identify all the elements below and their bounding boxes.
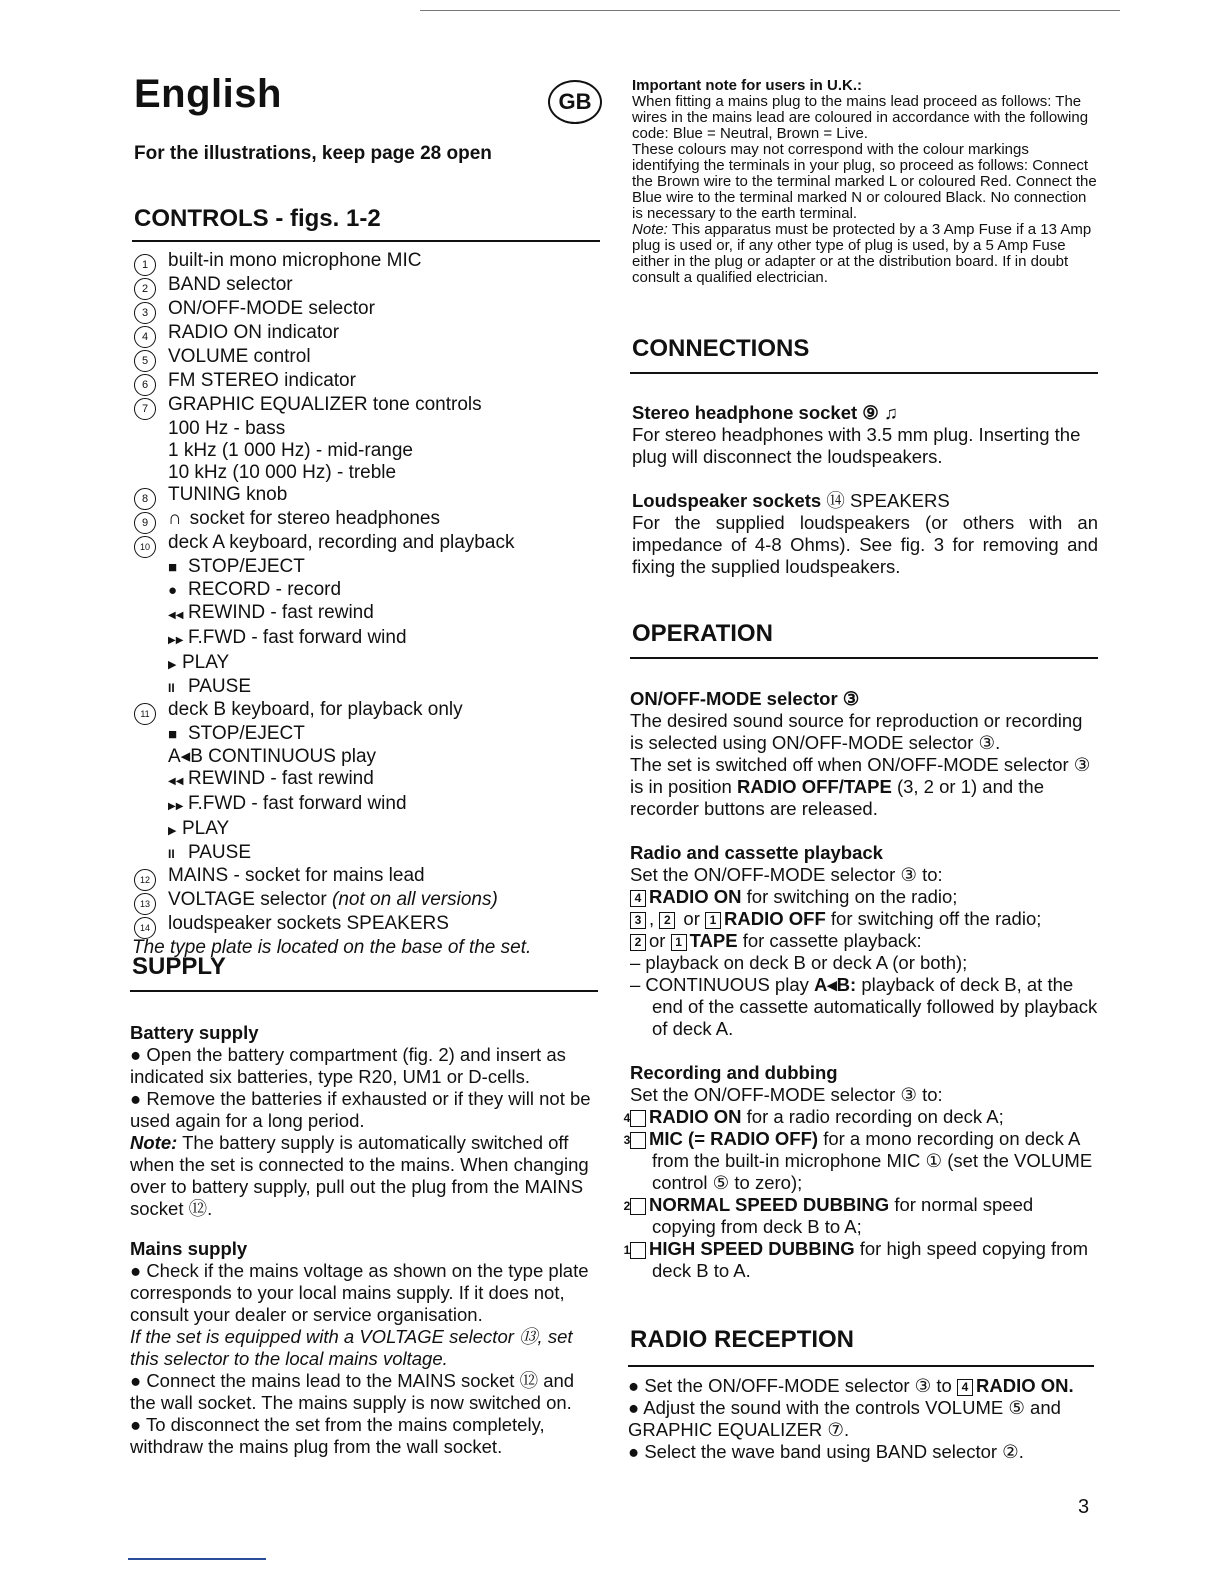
mode-label: RADIO OFF bbox=[724, 908, 826, 929]
text-part: playback of deck B, at the end of the cassette automatically followed by playback of deck A. bbox=[652, 974, 1098, 1039]
page-number: 3 bbox=[1078, 1496, 1090, 1518]
deck-a-key bbox=[134, 652, 604, 676]
position-box: 2 bbox=[659, 912, 675, 929]
illustrations-note: For the illustrations, keep page 28 open bbox=[134, 143, 492, 164]
key-label: REWIND - fast rewind bbox=[188, 768, 374, 789]
recording-heading: Recording and dubbing bbox=[630, 1062, 838, 1083]
deck-b-key bbox=[134, 746, 604, 768]
position-box: 1 bbox=[630, 1242, 646, 1259]
position-box: 2 bbox=[630, 934, 646, 951]
control-item bbox=[134, 865, 604, 889]
speaker-text: For the supplied loudspeakers (or others with an impedance of 4-8 Ohms). See fig. 3 for removing and fixing the supplied loudspeakers. bbox=[632, 512, 1098, 577]
deck-a-key bbox=[134, 579, 604, 602]
text-part-bold: RADIO ON. bbox=[975, 1375, 1074, 1396]
control-label: deck B keyboard, for playback only bbox=[168, 699, 463, 720]
control-label: TUNING knob bbox=[168, 484, 288, 505]
speaker-heading-suffix: ⑭ SPEAKERS bbox=[826, 490, 950, 511]
rewind-icon: ◀◀ bbox=[168, 776, 184, 787]
control-item bbox=[134, 370, 604, 394]
uk-note bbox=[632, 78, 1098, 286]
controls-list bbox=[134, 250, 604, 959]
speaker-heading-line bbox=[632, 490, 1098, 512]
type-plate-note: The type plate is located on the base of the set. bbox=[132, 937, 532, 958]
radio-reception-heading: RADIO RECEPTION bbox=[630, 1326, 855, 1353]
battery-text-2: ● Remove the batteries if exhausted or if they will not be used again for a long period. bbox=[130, 1088, 591, 1131]
radio-reception-rule bbox=[628, 1365, 1094, 1367]
tape-line: 2 or 1 TAPE for cassette playback: bbox=[630, 930, 1098, 952]
key-label: STOP/EJECT bbox=[188, 556, 305, 577]
rec-option bbox=[623, 1194, 1098, 1238]
mode-label: RADIO ON bbox=[649, 1106, 742, 1127]
mains-text-2: ● Connect the mains lead to the MAINS socket ⑫ and the wall socket. The mains supply is now switched on. bbox=[130, 1370, 575, 1413]
radio-off-line: 3 , 2 or 1 RADIO OFF for switching off the radio; bbox=[630, 908, 1098, 930]
control-label: ON/OFF-MODE selector bbox=[168, 298, 375, 319]
fast-forward-icon: ▶▶ bbox=[168, 635, 184, 646]
control-number: 4 bbox=[134, 326, 156, 348]
control-label: MAINS - socket for mains lead bbox=[168, 865, 425, 886]
key-label: REWIND - fast rewind bbox=[188, 602, 374, 623]
battery-note bbox=[130, 1132, 594, 1220]
deck-b-key bbox=[134, 723, 604, 746]
note-label: Note: bbox=[632, 221, 668, 238]
text-part-bold: RADIO OFF/TAPE bbox=[736, 776, 892, 797]
deck-a-key bbox=[134, 556, 604, 579]
control-number: 2 bbox=[134, 278, 156, 300]
control-label: FM STEREO indicator bbox=[168, 370, 356, 391]
rec-option bbox=[623, 1106, 1098, 1128]
mode-desc: for switching off the radio; bbox=[830, 908, 1042, 929]
control-item bbox=[134, 889, 604, 913]
control-item bbox=[134, 699, 604, 723]
key-label: STOP/EJECT bbox=[188, 723, 305, 744]
operation-rule bbox=[630, 657, 1098, 659]
play-icon: ▶ bbox=[168, 825, 177, 837]
mains-heading: Mains supply bbox=[130, 1238, 248, 1259]
mode-heading: ON/OFF-MODE selector ③ bbox=[630, 688, 860, 709]
text-part: ● Set the ON/OFF-MODE selector ③ to bbox=[628, 1375, 952, 1396]
control-item bbox=[134, 913, 604, 937]
radio-heading: Radio and cassette playback bbox=[630, 842, 883, 863]
fast-forward-icon: ▶▶ bbox=[168, 801, 184, 812]
key-label: PLAY bbox=[182, 652, 230, 673]
scan-artifact-top bbox=[420, 10, 1120, 11]
mode-desc: for normal speed copying from deck B to A; bbox=[652, 1194, 1034, 1237]
control-label: BAND selector bbox=[168, 274, 293, 295]
eq-band: 1 kHz (1 000 Hz) - mid-range bbox=[168, 440, 413, 461]
mains-text-3: ● To disconnect the set from the mains completely, withdraw the mains plug from the wall socket. bbox=[130, 1414, 545, 1457]
position-box: 3 bbox=[630, 912, 646, 929]
pause-icon: II bbox=[168, 681, 175, 695]
mode-desc: for a mono recording on deck A from the built-in microphone MIC ① (set the VOLUME control ⑤ to zero); bbox=[652, 1128, 1093, 1193]
position-box: 2 bbox=[630, 1198, 646, 1215]
dash-item: – playback on deck B or deck A (or both); bbox=[630, 952, 968, 973]
battery-heading: Battery supply bbox=[130, 1022, 259, 1043]
control-item bbox=[134, 394, 604, 418]
stop-icon: ■ bbox=[168, 559, 178, 576]
control-number: 6 bbox=[134, 374, 156, 396]
footer-rule bbox=[128, 1558, 266, 1560]
key-label: RECORD - record bbox=[188, 579, 342, 600]
connections-heading: CONNECTIONS bbox=[632, 335, 810, 362]
connections-body bbox=[632, 402, 1098, 578]
position-box: 4 bbox=[630, 890, 646, 907]
text-part: (3, 2 or 1) and the recorder buttons are released. bbox=[630, 776, 1045, 819]
control-number: 8 bbox=[134, 488, 156, 510]
control-number: 7 bbox=[134, 398, 156, 420]
mains-italic-note: If the set is equipped with a VOLTAGE selector ⑬, set this selector to the local mains voltage. bbox=[130, 1326, 573, 1369]
mode-label: TAPE bbox=[689, 930, 738, 951]
key-label: PAUSE bbox=[188, 842, 252, 863]
control-label: loudspeaker sockets SPEAKERS bbox=[168, 913, 449, 934]
key-label: F.FWD - fast forward wind bbox=[188, 793, 407, 814]
mode-label: MIC (= RADIO OFF) bbox=[649, 1128, 819, 1149]
control-label: socket for stereo headphones bbox=[189, 508, 440, 529]
key-label: A◂B CONTINUOUS play bbox=[168, 746, 377, 767]
control-number: 14 bbox=[134, 917, 156, 939]
mode-label: NORMAL SPEED DUBBING bbox=[649, 1194, 890, 1215]
control-number: 3 bbox=[134, 302, 156, 324]
deck-b-key bbox=[134, 842, 604, 865]
controls-heading: CONTROLS - figs. 1-2 bbox=[134, 205, 381, 232]
play-icon: ▶ bbox=[168, 659, 177, 671]
stop-icon: ■ bbox=[168, 726, 178, 743]
reception-bullet: ● Adjust the sound with the controls VOLUME ⑤ and GRAPHIC EQUALIZER ⑦. bbox=[628, 1397, 1061, 1440]
mode-desc: for a radio recording on deck A; bbox=[746, 1106, 1004, 1127]
headphones-icon: ∩ bbox=[168, 508, 182, 529]
position-box: 4 bbox=[630, 1110, 646, 1127]
text-part: The set is switched off when ON/OFF-MODE selector ③ is in position bbox=[630, 754, 1091, 797]
control-label: VOLTAGE selector bbox=[168, 889, 327, 910]
eq-band: 100 Hz - bass bbox=[168, 418, 286, 439]
note-text: This apparatus must be protected by a 3 Amp Fuse if a 13 Amp plug is used or, if any other type of plug is used, by a 5 Amp Fuse either in the plug or adapter or at the distribution board. If in doubt consult a qualified electrician. bbox=[632, 221, 1092, 286]
deck-b-key bbox=[134, 793, 604, 818]
page-title: English bbox=[134, 72, 282, 116]
uk-note-text-1: When fitting a mains plug to the mains lead proceed as follows: The wires in the mains lead are coloured in accordance with the following code: Blue = Neutral, Brown = Live. bbox=[632, 93, 1089, 142]
speaker-heading: Loudspeaker sockets bbox=[632, 490, 822, 511]
rec-option bbox=[623, 1238, 1098, 1282]
control-note: (not on all versions) bbox=[332, 889, 498, 910]
text-part: – CONTINUOUS play bbox=[630, 974, 809, 995]
position-box: 3 bbox=[630, 1132, 646, 1149]
mode-desc: for high speed copying from deck B to A. bbox=[652, 1238, 1089, 1281]
uk-note-text-2: These colours may not correspond with the colour markings identifying the terminals in your plug, so proceed as follows: Connect the Brown wire to the terminal marked L or coloured Red. Connect the Blue wire to the terminal marked N or coloured Black. No connection is necessary to the earth terminal. bbox=[632, 141, 1097, 222]
radio-on-line bbox=[630, 886, 1098, 908]
radio-reception-body bbox=[628, 1375, 1094, 1463]
control-number: 1 bbox=[134, 254, 156, 276]
key-label: F.FWD - fast forward wind bbox=[188, 627, 407, 648]
mode-text-2 bbox=[630, 754, 1098, 820]
mode-label: RADIO ON bbox=[649, 886, 742, 907]
pause-icon: II bbox=[168, 847, 175, 861]
eq-band: 10 kHz (10 000 Hz) - treble bbox=[168, 462, 397, 483]
mode-desc: for cassette playback: bbox=[742, 930, 922, 951]
note-label: Note: bbox=[130, 1132, 178, 1153]
deck-a-key bbox=[134, 676, 604, 699]
reception-bullet: ● Select the wave band using BAND selector ②. bbox=[628, 1441, 1024, 1462]
note-text: The battery supply is automatically switched off when the set is connected to the mains. When changing over to battery supply, pull out the plug from the MAINS socket ⑫. bbox=[130, 1132, 589, 1219]
text-part-bold: A◂B: bbox=[814, 974, 857, 995]
control-number: 5 bbox=[134, 350, 156, 372]
mode-desc: for switching on the radio; bbox=[746, 886, 958, 907]
key-label: PAUSE bbox=[188, 676, 252, 697]
control-item bbox=[134, 532, 604, 556]
position-box: 4 bbox=[957, 1379, 973, 1396]
deck-b-key bbox=[134, 768, 604, 793]
deck-b-key bbox=[134, 818, 604, 842]
supply-heading: SUPPLY bbox=[132, 953, 226, 980]
control-label: built-in mono microphone MIC bbox=[168, 250, 422, 271]
connections-rule bbox=[630, 372, 1098, 374]
uk-note-heading: Important note for users in U.K.: bbox=[632, 77, 863, 94]
deck-a-key bbox=[134, 627, 604, 652]
control-number: 10 bbox=[134, 536, 156, 558]
gb-badge: GB bbox=[548, 80, 602, 124]
control-item bbox=[134, 274, 604, 298]
dash-item bbox=[630, 974, 1098, 1040]
rec-option bbox=[623, 1128, 1098, 1194]
control-number: 11 bbox=[134, 703, 156, 725]
headphone-text: For stereo headphones with 3.5 mm plug. Inserting the plug will disconnect the loudspeakers. bbox=[632, 424, 1081, 467]
control-number: 13 bbox=[134, 893, 156, 915]
supply-body bbox=[130, 1022, 594, 1458]
position-box: 1 bbox=[705, 912, 721, 929]
mode-text-1: The desired sound source for reproduction or recording is selected using ON/OFF-MODE selector ③. bbox=[630, 710, 1083, 753]
mode-label: HIGH SPEED DUBBING bbox=[649, 1238, 855, 1259]
control-item bbox=[134, 322, 604, 346]
reception-bullet bbox=[628, 1375, 1094, 1397]
recording-intro: Set the ON/OFF-MODE selector ③ to: bbox=[630, 1084, 943, 1105]
control-label: GRAPHIC EQUALIZER tone controls bbox=[168, 394, 482, 415]
control-label: RADIO ON indicator bbox=[168, 322, 340, 343]
rewind-icon: ◀◀ bbox=[168, 610, 184, 621]
control-number: 12 bbox=[134, 869, 156, 891]
control-item bbox=[134, 298, 604, 322]
control-item bbox=[134, 484, 604, 508]
supply-rule bbox=[130, 990, 598, 992]
battery-text-1: ● Open the battery compartment (fig. 2) and insert as indicated six batteries, type R20, UM1 or D-cells. bbox=[130, 1044, 566, 1087]
operation-body bbox=[623, 688, 1098, 1282]
control-label: VOLUME control bbox=[168, 346, 311, 367]
record-icon: ● bbox=[168, 582, 178, 599]
control-label: deck A keyboard, recording and playback bbox=[168, 532, 515, 553]
control-item bbox=[134, 508, 604, 532]
control-item bbox=[134, 250, 604, 274]
mains-text-1: ● Check if the mains voltage as shown on the type plate corresponds to your local mains supply. If it does not, consult your dealer or service organisation. bbox=[130, 1260, 589, 1325]
operation-heading: OPERATION bbox=[632, 620, 773, 647]
control-item bbox=[134, 346, 604, 370]
key-label: PLAY bbox=[182, 818, 230, 839]
uk-note-text-3 bbox=[632, 222, 1098, 286]
controls-rule bbox=[132, 240, 600, 242]
deck-a-key bbox=[134, 602, 604, 627]
headphone-heading: Stereo headphone socket ⑨ ♫ bbox=[632, 402, 898, 423]
control-number: 9 bbox=[134, 512, 156, 534]
radio-intro: Set the ON/OFF-MODE selector ③ to: bbox=[630, 864, 943, 885]
position-box: 1 bbox=[671, 934, 687, 951]
